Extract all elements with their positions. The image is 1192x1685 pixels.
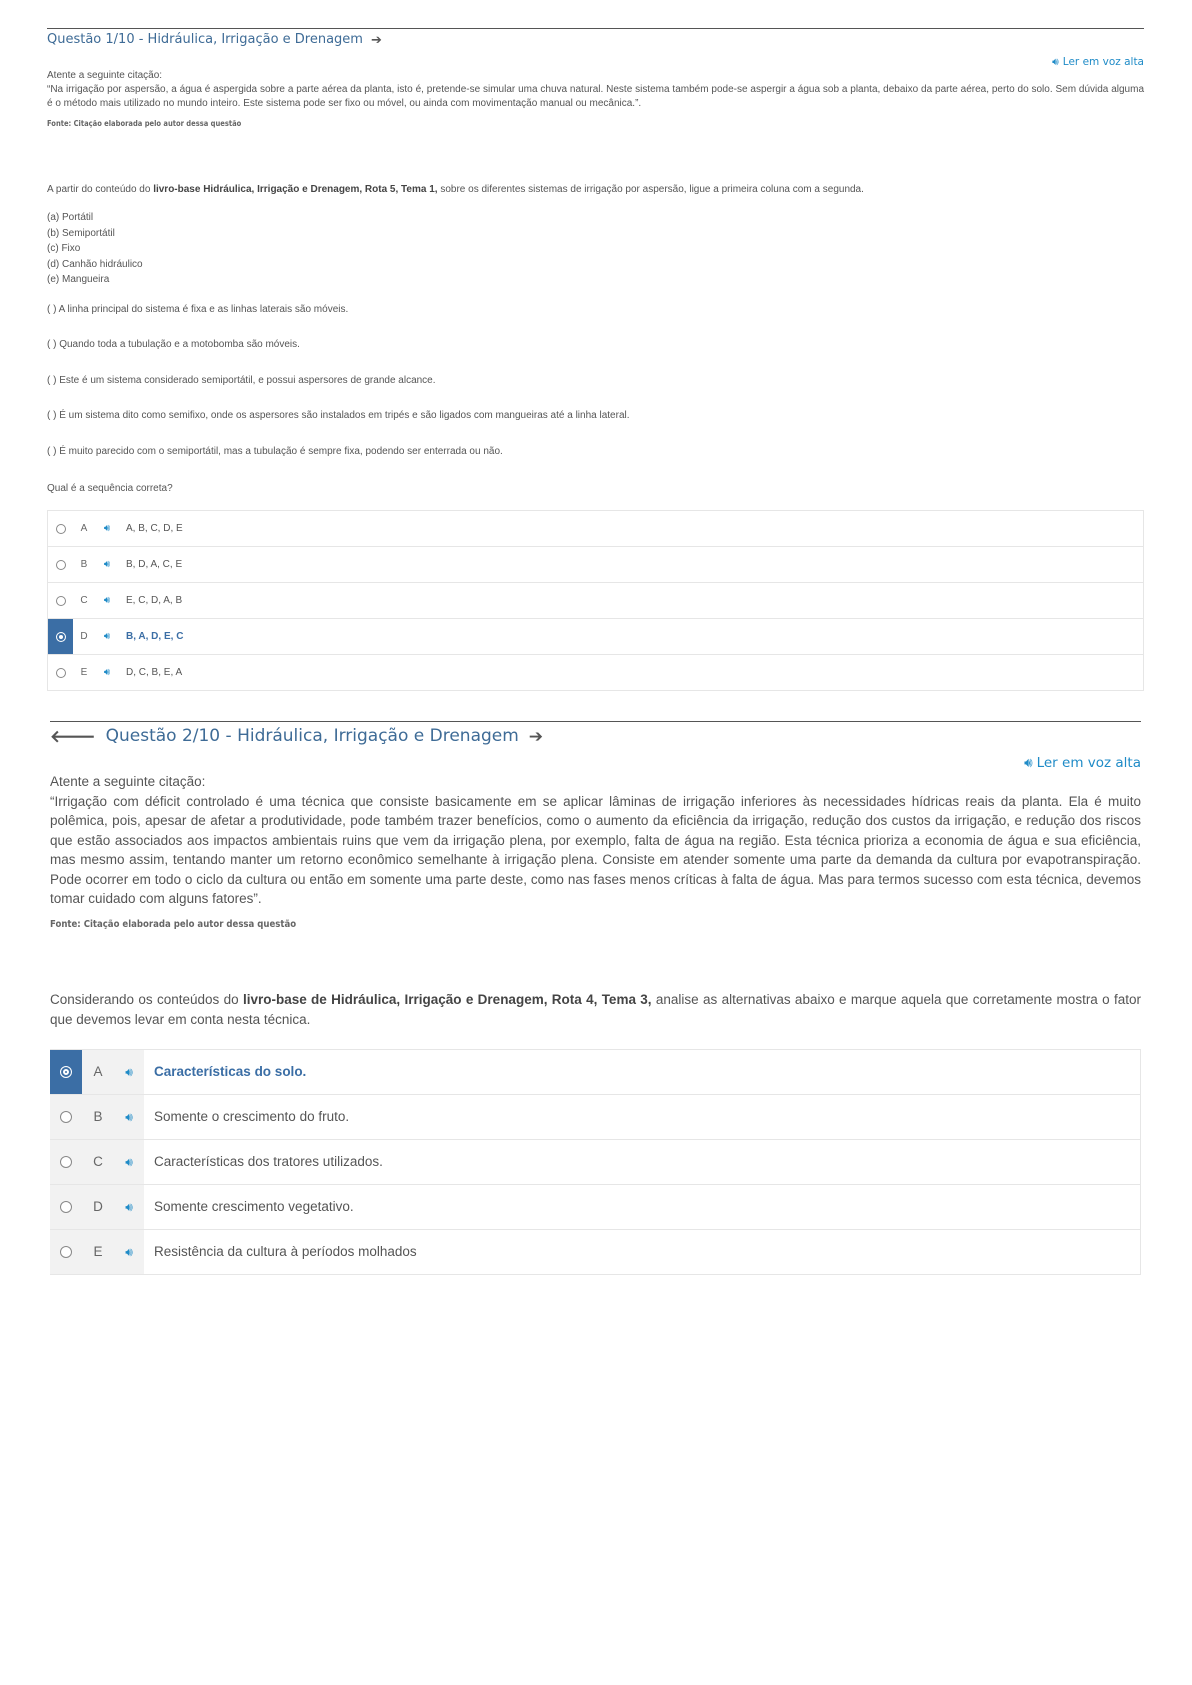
quote-text: “Na irrigação por aspersão, a água é aspergida sobre a parte aérea da planta, isto é, pretende-se simular uma chuva natural. Neste sistema também pode-se aspergir a água sob a planta, debaixo da parte aérea, perto do solo. Sem dúvida alguma é o método mais utilizado no mundo inteiro. Este sistema pode ser fixo ou móvel, ou ainda com movimentação manual ou mecânica.”. — [47, 84, 1144, 109]
radio-cell[interactable] — [50, 1230, 82, 1274]
speaker-icon[interactable]: 🔊︎ — [103, 630, 111, 642]
question-prompt: Qual é a sequência correta? — [47, 483, 173, 494]
question-1 — [47, 28, 1144, 691]
answer-option-b[interactable] — [50, 1095, 1140, 1140]
option-text[interactable]: B, D, A, C, E — [126, 558, 183, 570]
answer-options — [50, 1049, 1141, 1275]
list-item: ( ) É muito parecido com o semiportátil, mas a tubulação é sempre fixa, podendo ser enterrada ou não. — [47, 445, 503, 457]
question-intro — [50, 990, 1141, 1029]
radio-cell[interactable] — [50, 1050, 82, 1094]
radio-button[interactable] — [56, 668, 66, 678]
intro-reference: livro-base Hidráulica, Irrigação e Drenagem, Rota 5, Tema 1, — [153, 184, 438, 195]
option-letter: E — [82, 1230, 114, 1274]
question-1-title: Questão 1/10 - Hidráulica, Irrigação e Drenagem — [47, 32, 363, 47]
list-item: (a) Portátil — [47, 212, 94, 223]
question-1-divider — [47, 28, 1144, 29]
radio-button[interactable] — [60, 1156, 72, 1168]
radio-button[interactable] — [60, 1201, 72, 1213]
read-aloud-link[interactable] — [47, 55, 1144, 69]
option-text[interactable]: B, A, D, E, C — [126, 630, 184, 642]
radio-cell[interactable] — [48, 655, 73, 690]
radio-button[interactable] — [56, 560, 66, 570]
option-text[interactable]: Somente crescimento vegetativo. — [154, 1199, 354, 1215]
intro-reference: livro-base de Hidráulica, Irrigação e Drenagem, Rota 4, Tema 3, — [242, 992, 652, 1007]
list-item: ( ) Quando toda a tubulação e a motobomba são móveis. — [47, 339, 300, 350]
option-letter: D — [82, 1185, 114, 1229]
option-text[interactable]: E, C, D, A, B — [126, 594, 183, 606]
radio-button[interactable] — [60, 1246, 72, 1258]
answer-option-c[interactable] — [48, 583, 1143, 619]
speaker-icon[interactable]: 🔊︎ — [114, 1095, 144, 1139]
answer-option-a[interactable] — [48, 511, 1143, 547]
question-intro — [47, 183, 1144, 197]
read-aloud-link[interactable] — [50, 754, 1141, 772]
radio-cell[interactable] — [50, 1140, 82, 1184]
read-aloud-label: Ler em voz alta — [1062, 56, 1144, 68]
list-item: (c) Fixo — [47, 243, 81, 254]
intro-text: A partir do conteúdo do — [47, 184, 154, 195]
answer-option-d[interactable] — [50, 1185, 1140, 1230]
list-item: ( ) Este é um sistema considerado semiportátil, e possui aspersores de grande alcance. — [47, 374, 436, 386]
speaker-icon[interactable]: 🔊︎ — [103, 522, 111, 534]
intro-text: Considerando os conteúdos do — [50, 992, 243, 1007]
option-letter: D — [80, 630, 88, 642]
speaker-icon[interactable]: 🔊︎ — [103, 666, 111, 678]
answer-option-d[interactable] — [48, 619, 1143, 655]
speaker-icon[interactable]: 🔊︎ — [114, 1140, 144, 1184]
answer-option-e[interactable] — [48, 655, 1143, 691]
list-item: ( ) É um sistema dito como semifixo, onde os aspersores são instalados em tripés e são ligados com mangueiras até a linha lateral. — [47, 410, 630, 421]
option-text[interactable]: Características dos tratores utilizados. — [154, 1154, 383, 1170]
arrow-right-icon[interactable]: ➔ — [528, 727, 544, 747]
option-letter: B — [80, 558, 88, 570]
intro-text-end: sobre os diferentes sistemas de irrigação por aspersão, ligue a primeira coluna com a segunda. — [437, 184, 864, 195]
question-2-header — [50, 726, 1141, 748]
second-column — [47, 303, 1144, 481]
speaker-icon[interactable]: 🔊︎ — [103, 558, 111, 570]
speaker-icon[interactable]: 🔊︎ — [114, 1230, 144, 1274]
question-2 — [50, 721, 1141, 1275]
question-2-title: Questão 2/10 - Hidráulica, Irrigação e Drenagem — [105, 726, 519, 747]
radio-cell[interactable] — [48, 511, 73, 546]
speaker-icon[interactable]: 🔊︎ — [103, 594, 111, 606]
radio-button[interactable] — [56, 524, 66, 534]
option-text[interactable]: Resistência da cultura à períodos molhados — [154, 1244, 417, 1260]
radio-cell[interactable] — [50, 1185, 82, 1229]
read-aloud-label: Ler em voz alta — [1036, 755, 1141, 771]
option-letter: E — [80, 666, 88, 678]
option-text[interactable]: A, B, C, D, E — [126, 522, 183, 534]
list-item: (d) Canhão hidráulico — [47, 258, 143, 270]
radio-button[interactable] — [60, 1066, 72, 1078]
speaker-icon: 🔊︎ — [1052, 56, 1059, 68]
arrow-left-icon[interactable]: 🡐︎ — [50, 727, 96, 747]
list-item: ( ) A linha principal do sistema é fixa e as linhas laterais são móveis. — [47, 303, 349, 315]
radio-button[interactable] — [56, 596, 66, 606]
option-letter: A — [80, 522, 88, 534]
radio-cell[interactable] — [48, 583, 73, 618]
list-item: (e) Mangueira — [47, 274, 110, 285]
quote-text: “Irrigação com déficit controlado é uma técnica que consiste basicamente em se aplicar lâminas de irrigação inferiores às necessidades hídricas reais da planta. Ela é muito polêmica, pois, apesar de afetar a produtividade, pode também trazer benefícios, como o aumento da eficiência da irrigação, redução dos custos da irrigação, e redução dos riscos que estão associados aos impactos ambientais ruins que vem da irrigação plena, por exemplo, falta de água na região. Esta técnica prioriza a economia de água e sua eficiência, mas mesmo assim, tentando manter um retorno econômico semelhante à irrigação plena. Consiste em atender somente uma parte da demanda da cultura por evapotranspiração. Pode ocorrer em todo o ciclo da cultura ou então em somente uma parte deste, como nas fases menos críticas à falta de água. Mas para termos sucesso com esta técnica, devemos tomar cuidado com alguns fatores”. — [50, 793, 1141, 906]
speaker-icon[interactable]: 🔊︎ — [114, 1185, 144, 1229]
radio-button[interactable] — [56, 632, 66, 642]
answer-option-e[interactable] — [50, 1230, 1140, 1275]
radio-button[interactable] — [60, 1111, 72, 1123]
option-letter: A — [82, 1050, 114, 1094]
radio-cell[interactable] — [48, 547, 73, 582]
option-text[interactable]: Somente o crescimento do fruto. — [154, 1109, 350, 1125]
quote-source: Fonte: Citação elaborada pelo autor dessa questão — [47, 119, 242, 128]
answer-option-c[interactable] — [50, 1140, 1140, 1185]
intro-text-end: analise as alternativas abaixo e marque aquela que corretamente mostra o fator que devemos levar em conta nesta técnica. — [50, 992, 1141, 1027]
radio-cell[interactable] — [48, 619, 73, 654]
speaker-icon[interactable]: 🔊︎ — [114, 1050, 144, 1094]
radio-cell[interactable] — [50, 1095, 82, 1139]
arrow-right-icon[interactable]: ➔ — [370, 32, 382, 47]
quote-source: Fonte: Citação elaborada pelo autor dessa questão — [50, 918, 297, 930]
speaker-icon: 🔊︎ — [1024, 755, 1033, 771]
attention-label: Atente a seguinte citação: — [47, 70, 163, 81]
first-column — [47, 211, 1144, 289]
list-item: (b) Semiportátil — [47, 227, 115, 239]
option-letter: C — [82, 1140, 114, 1184]
option-text[interactable]: Características do solo. — [154, 1064, 307, 1080]
option-text[interactable]: D, C, B, E, A — [126, 666, 183, 678]
answer-option-a[interactable] — [50, 1050, 1140, 1095]
answer-option-b[interactable] — [48, 547, 1143, 583]
answer-options — [47, 510, 1144, 691]
option-letter: B — [82, 1095, 114, 1139]
option-letter: C — [80, 594, 88, 606]
attention-label: Atente a seguinte citação: — [50, 774, 206, 789]
question-2-divider — [50, 721, 1141, 722]
question-1-header — [47, 31, 1144, 49]
